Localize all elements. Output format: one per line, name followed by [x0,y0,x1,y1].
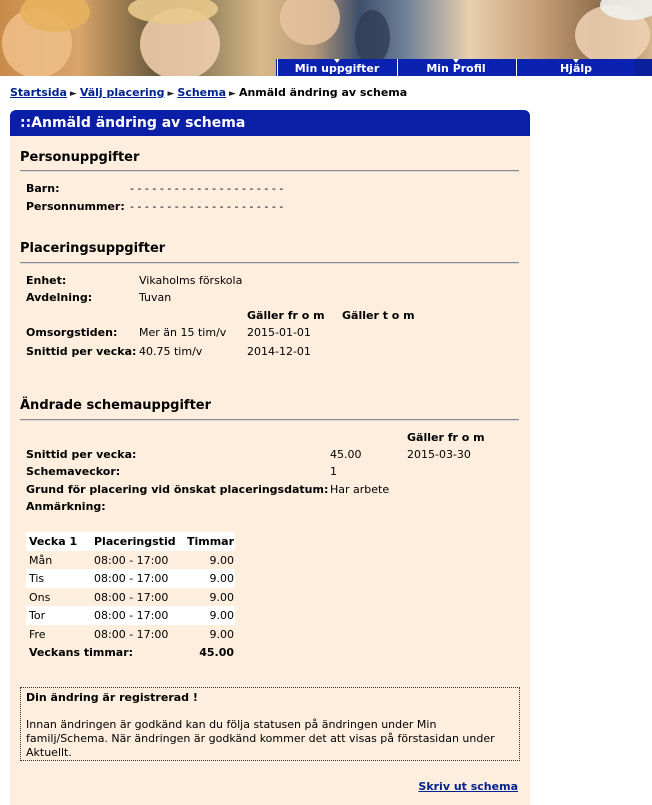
column-header: Placeringstid [94,535,176,548]
table-row [26,625,235,644]
avg-week-label: Snittid per vecka: [26,345,137,358]
changed-avg-from: 2015-03-30 [407,448,471,461]
table-row [26,588,235,607]
day-cell: Fre [29,627,46,641]
table-header-row [26,532,235,551]
child-value: - - - - - - - - - - - - - - - - - - - - - [130,182,284,195]
care-time-value: Mer än 15 tim/v [139,326,227,339]
nav-label: Hjälp [559,62,593,75]
time-cell: 08:00 - 17:00 [94,572,169,585]
page-title: ::Anmäld ändring av schema [10,110,530,136]
note-label: Anmärkning: [26,500,106,513]
breadcrumb-schedule-link[interactable]: Schema [177,86,227,99]
total-label: Veckans timmar: [29,646,134,659]
nav-my-profile[interactable] [397,59,514,76]
valid-from-header: Gäller fr o m [247,309,325,322]
nav-my-info[interactable] [277,59,396,76]
avg-week-value: 40.75 tim/v [139,345,203,358]
nav-label: Min uppgifter [294,62,380,75]
care-time-from: 2015-01-01 [247,326,311,339]
reason-label: Grund för placering vid önskat placeringsdatum: [26,483,329,496]
column-header: Vecka 1 [29,535,78,548]
pnr-value: - - - - - - - - - - - - - - - - - - - - - [130,200,284,213]
changed-valid-from-header: Gäller fr o m [407,431,485,444]
hours-cell: 9.00 [209,572,234,585]
reason-value: Har arbete [330,483,390,496]
time-cell: 08:00 - 17:00 [94,553,169,567]
nav-arrow-icon [334,59,340,63]
changed-section-title: Ändrade schemauppgifter [20,398,212,413]
day-cell: Tor [29,609,46,622]
table-row [26,606,235,625]
schedule-weeks-label: Schemaveckor: [26,465,121,478]
time-cell: 08:00 - 17:00 [94,627,169,641]
unit-label: Enhet: [26,274,67,287]
care-time-label: Omsorgstiden: [26,326,118,339]
unit-value: Vikaholms förskola [139,274,243,287]
divider [20,419,519,421]
nav-label: Min Profil [426,62,486,75]
dept-value: Tuvan [139,291,172,304]
dept-label: Avdelning: [26,291,93,304]
table-total-row [26,643,235,662]
schedule-weeks-value: 1 [330,465,337,478]
hours-cell: 9.00 [209,627,234,641]
breadcrumb-arrow-icon: ► [69,89,77,99]
day-cell: Ons [29,590,51,604]
table-row [26,551,235,570]
changed-avg-value: 45.00 [330,448,362,461]
time-cell: 08:00 - 17:00 [94,590,169,604]
hours-cell: 9.00 [209,590,234,604]
child-label: Barn: [26,182,60,195]
hours-cell: 9.00 [209,553,234,567]
day-cell: Tis [29,572,45,585]
divider [20,170,519,172]
content-panel [10,136,530,805]
personal-section-title: Personuppgifter [20,150,140,165]
valid-to-header: Gäller t o m [342,309,415,322]
day-cell: Mån [29,553,53,567]
hours-cell: 9.00 [209,609,234,622]
placement-section-title: Placeringsuppgifter [20,241,166,256]
breadcrumb-home-link[interactable]: Startsida [10,86,67,99]
confirmation-notice [20,687,520,761]
print-schedule-link[interactable]: Skriv ut schema [418,780,518,793]
breadcrumb [10,86,407,99]
nav-help[interactable] [516,59,635,76]
nav-arrow-icon [573,59,579,63]
schedule-table [26,532,235,662]
breadcrumb-choose-placement-link[interactable]: Välj placering [79,86,165,99]
breadcrumb-current: Anmäld ändring av schema [238,86,408,99]
avg-week-from: 2014-12-01 [247,345,311,358]
time-cell: 08:00 - 17:00 [94,609,169,622]
pnr-label: Personnummer: [26,200,125,213]
divider [20,262,519,264]
table-row [26,569,235,588]
changed-avg-label: Snittid per vecka: [26,448,137,461]
breadcrumb-arrow-icon: ► [167,89,175,99]
nav-arrow-icon [453,59,459,63]
notice-title: Din ändring är registrerad ! [26,691,198,704]
column-header: Timmar [186,535,234,548]
breadcrumb-arrow-icon: ► [229,89,236,99]
total-value: 45.00 [199,646,234,659]
notice-body: Innan ändringen är godkänd kan du följa statusen på ändringen under Min familj/Schema. När ändringen är godkänd kommer det att visas på förstasidan under Aktuellt. [26,718,495,759]
